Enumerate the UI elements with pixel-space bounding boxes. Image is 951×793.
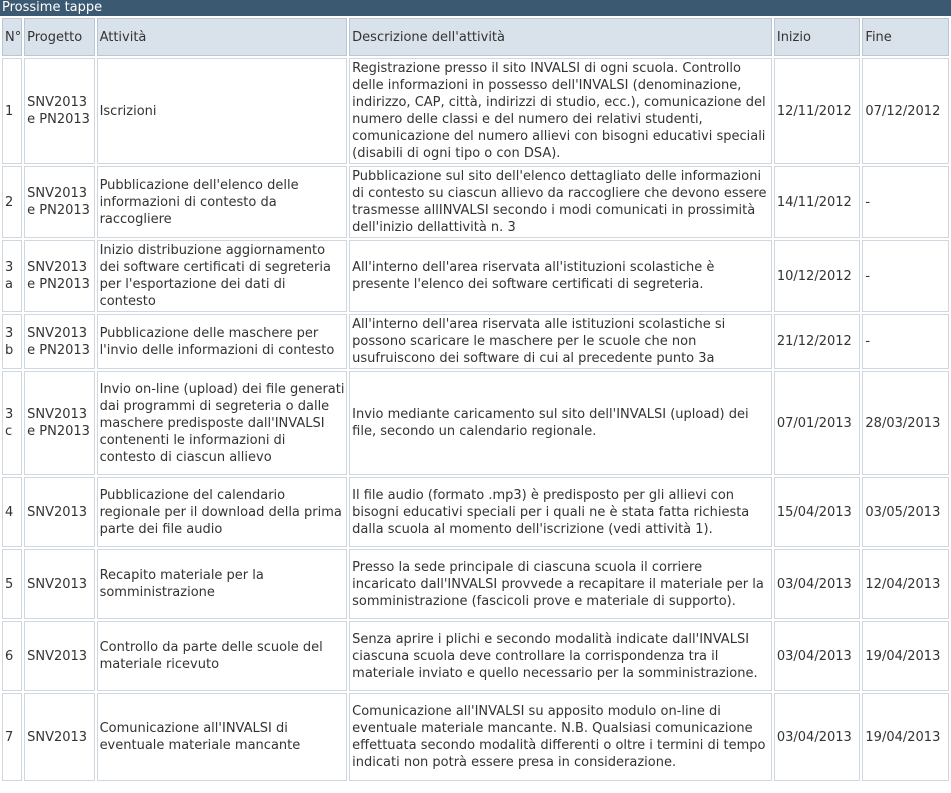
cell-activity: Pubblicazione delle maschere per l'invio delle informazioni di contesto [97, 314, 348, 369]
table-row [2, 240, 949, 312]
cell-end: - [862, 314, 949, 369]
cell-activity: Recapito materiale per la somministrazione [97, 549, 348, 619]
cell-description: Pubblicazione sul sito dell'elenco dettagliato delle informazioni di contesto su ciascun allievo da raccogliere che devono essere trasmesse allINVALSI secondo i modi comunicati in prossimità dell'inizio dellattività n. 3 [349, 166, 772, 238]
cell-project: SNV2013 e PN2013 [24, 314, 94, 369]
cell-project: SNV2013 [24, 621, 94, 691]
cell-project: SNV2013 [24, 477, 94, 547]
cell-end: 19/04/2013 [862, 693, 949, 781]
cell-start: 21/12/2012 [774, 314, 861, 369]
column-header-start: Inizio [774, 18, 861, 56]
cell-start: 10/12/2012 [774, 240, 861, 312]
table-row [2, 693, 949, 781]
cell-activity: Pubblicazione del calendario regionale per il download della prima parte dei file audio [97, 477, 348, 547]
table-row [2, 314, 949, 369]
cell-description: All'interno dell'area riservata alle istituzioni scolastiche si possono scaricare le maschere per le scuole che non usufruiscono dei software di cui al precedente punto 3a [349, 314, 772, 369]
cell-end: - [862, 166, 949, 238]
cell-activity: Inizio distribuzione aggiornamento dei software certificati di segreteria per l'esportazione dei dati di contesto [97, 240, 348, 312]
table-row [2, 549, 949, 619]
cell-end: 03/05/2013 [862, 477, 949, 547]
cell-activity: Comunicazione all'INVALSI di eventuale materiale mancante [97, 693, 348, 781]
column-header-activity: Attività [97, 18, 348, 56]
column-header-number: N° [2, 18, 22, 56]
cell-start: 14/11/2012 [774, 166, 861, 238]
cell-activity: Iscrizioni [97, 58, 348, 164]
section-title: Prossime tappe [0, 0, 951, 16]
cell-end: - [862, 240, 949, 312]
cell-start: 03/04/2013 [774, 549, 861, 619]
cell-description: Comunicazione all'INVALSI su apposito modulo on-line di eventuale materiale mancante. N.B. Qualsiasi comunicazione effettuata secondo modalità differenti o oltre i termini di tempo indicati non potrà essere presa in considerazione. [349, 693, 772, 781]
cell-description: Il file audio (formato .mp3) è predisposto per gli allievi con bisogni educativi speciali per i quali ne è stata fatta richiesta dalla scuola al momento dell'iscrizione (vedi attività 1). [349, 477, 772, 547]
column-header-description: Descrizione dell'attività [349, 18, 772, 56]
column-header-end: Fine [862, 18, 949, 56]
cell-number: 7 [2, 693, 22, 781]
cell-activity: Pubblicazione dell'elenco delle informazioni di contesto da raccogliere [97, 166, 348, 238]
table-row [2, 166, 949, 238]
cell-end: 19/04/2013 [862, 621, 949, 691]
table-row [2, 621, 949, 691]
cell-project: SNV2013 e PN2013 [24, 240, 94, 312]
cell-activity: Invio on-line (upload) dei file generati dai programmi di segreteria o dalle maschere predisposte dall'INVALSI contenenti le informazioni di contesto di ciascun allievo [97, 371, 348, 475]
cell-project: SNV2013 e PN2013 [24, 371, 94, 475]
cell-start: 07/01/2013 [774, 371, 861, 475]
cell-start: 12/11/2012 [774, 58, 861, 164]
cell-description: All'interno dell'area riservata all'istituzioni scolastiche è presente l'elenco dei software certificati di segreteria. [349, 240, 772, 312]
cell-description: Invio mediante caricamento sul sito dell'INVALSI (upload) dei file, secondo un calendario regionale. [349, 371, 772, 475]
cell-project: SNV2013 e PN2013 [24, 58, 94, 164]
cell-activity: Controllo da parte delle scuole del materiale ricevuto [97, 621, 348, 691]
cell-description: Presso la sede principale di ciascuna scuola il corriere incaricato dall'INVALSI provvede a recapitare il materiale per la somministrazione (fascicoli prove e materiale di supporto). [349, 549, 772, 619]
cell-number: 1 [2, 58, 22, 164]
cell-end: 12/04/2013 [862, 549, 949, 619]
table-row [2, 371, 949, 475]
cell-project: SNV2013 [24, 693, 94, 781]
cell-description: Registrazione presso il sito INVALSI di ogni scuola. Controllo delle informazioni in possesso dell'INVALSI (denominazione, indirizzo, CAP, città, indirizzi di studio, ecc.), comunicazione del numero delle classi e del numero dei relativi studenti, comunicazione del numero allievi con bisogni educativi speciali (disabili di ogni tipo o con DSA). [349, 58, 772, 164]
column-header-project: Progetto [24, 18, 94, 56]
schedule-table [0, 16, 951, 783]
cell-end: 07/12/2012 [862, 58, 949, 164]
cell-description: Senza aprire i plichi e secondo modalità indicate dall'INVALSI ciascuna scuola deve controllare la corrispondenza tra il materiale inviato e quello necessario per la somministrazione. [349, 621, 772, 691]
table-row [2, 477, 949, 547]
cell-project: SNV2013 e PN2013 [24, 166, 94, 238]
table-row [2, 58, 949, 164]
cell-number: 3a [2, 240, 22, 312]
cell-start: 03/04/2013 [774, 621, 861, 691]
cell-number: 3b [2, 314, 22, 369]
cell-number: 3c [2, 371, 22, 475]
cell-number: 6 [2, 621, 22, 691]
cell-number: 4 [2, 477, 22, 547]
cell-start: 15/04/2013 [774, 477, 861, 547]
cell-end: 28/03/2013 [862, 371, 949, 475]
cell-number: 2 [2, 166, 22, 238]
cell-start: 03/04/2013 [774, 693, 861, 781]
cell-number: 5 [2, 549, 22, 619]
table-header-row [2, 18, 949, 56]
cell-project: SNV2013 [24, 549, 94, 619]
